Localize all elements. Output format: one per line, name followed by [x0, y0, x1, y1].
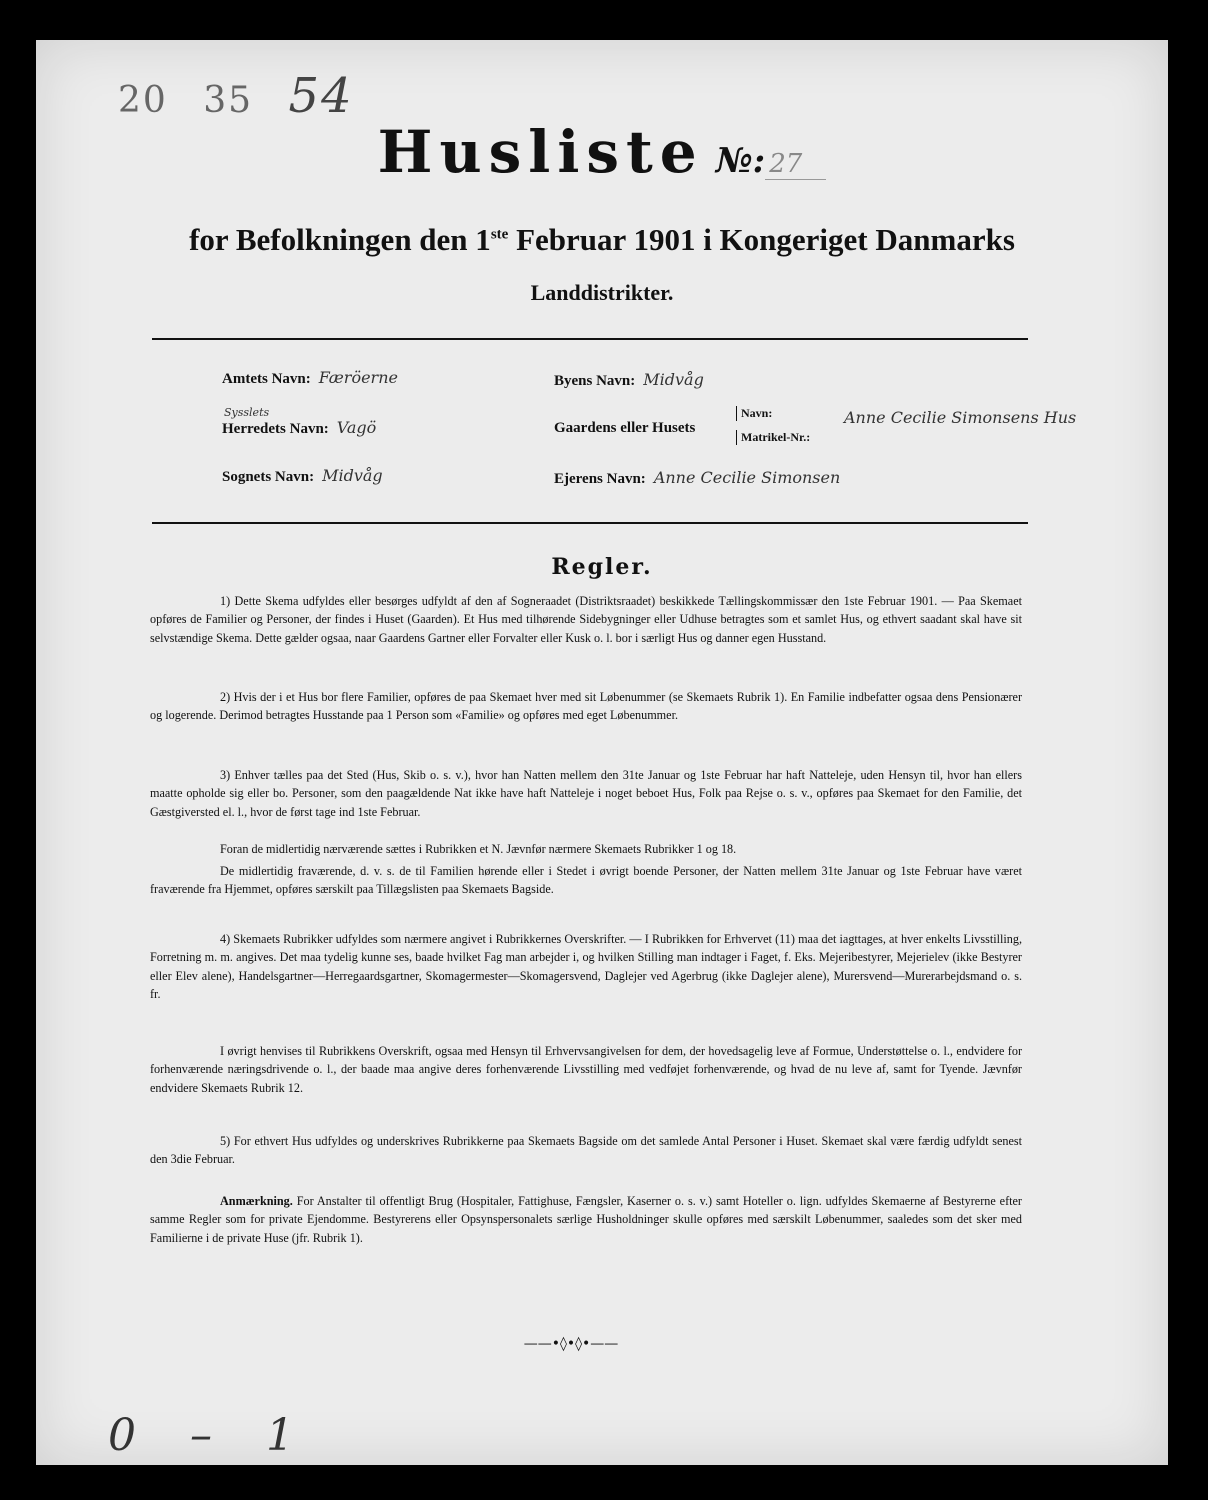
rule-3-n-text: Foran de midlertidig nærværende sættes i Rubrikken et N. Jævnfør nærmere Skemaets Rubrikker 1 og 18.: [220, 842, 737, 856]
middle-divider: [152, 522, 1028, 524]
ornament: ——•◊•◊•——: [523, 1336, 619, 1352]
by-field: [554, 370, 704, 390]
rule-3: [150, 766, 1022, 821]
archive-numbers: [118, 68, 376, 124]
archive-number-1: 20: [118, 80, 168, 121]
gaard-value: Anne Cecilie Simonsens Hus: [844, 408, 1077, 427]
number-value: 27: [765, 149, 826, 180]
by-label: Byens Navn:: [554, 373, 636, 389]
bottom-handwriting: 0 – 1: [108, 1410, 314, 1461]
amt-field: [222, 368, 398, 388]
form-subtitle-district: Landdistrikter.: [530, 280, 674, 305]
rule-3-text: 3) Enhver tælles paa det Sted (Hus, Skib o. s. v.), hvor han Natten mellem den 31te Januar og 1ste Februar har haft Natteleje, uden Hensyn til, hvor han ellers maatte opholde sig eller bo. Personer, som den paagældende Nat ikke have haft Natteleje i noget beboet Hus, Folk paa Rejse o. s. v., opføres paa Skemaet for den Familie, det Gæstgiversted el. l., hvor de først tage ind 1ste Februar.: [150, 768, 1022, 819]
gaard-field: [554, 420, 695, 437]
note-text: For Anstalter til offentligt Brug (Hospitaler, Fattighuse, Fængsler, Kaserner o. s. v.) samt Hoteller o. lign. udfyldes Skemaerne af Bestyrerne efter samme Regler som for private Ejendomme. Bestyrerens eller Opsynspersonalets særlige Husholdninger skulle opføres med særskilt Løbenummer, saaledes som det sker med Familierne i de private Huse (jfr. Rubrik 1).: [150, 1194, 1022, 1245]
herred-label: Herredets Navn:: [222, 421, 329, 437]
rule-4-extra-text: I øvrigt henvises til Rubrikkens Overskrift, ogsaa med Hensyn til Erhvervsangivelsen for dem, der hovedsagelig leve af Formue, Understøttelse o. l., endvidere for forhenværende næringsdrivende o. l., der baade maa angive deres forhenværende Livsstilling med vedføjet forhenværende, og hvad de nu leve af, samt for Tyende. Jævnfør endvidere Skemaets Rubrik 12.: [150, 1044, 1022, 1095]
gaard-navn-label: Navn:: [736, 406, 772, 421]
amt-value: Færöerne: [318, 368, 398, 387]
rules-heading: Regler.: [551, 554, 653, 580]
rule-3-absent: [150, 862, 1022, 899]
sogn-label: Sognets Navn:: [222, 469, 315, 485]
ejer-value: Anne Cecilie Simonsen: [653, 468, 841, 487]
rule-5: [150, 1132, 1022, 1169]
herred-field: [222, 418, 376, 438]
subtitle-part-2: Februar 1901 i Kongeriget Danmarks: [508, 222, 1015, 257]
by-value: Midvåg: [643, 370, 704, 389]
top-divider: [152, 338, 1028, 340]
rule-4-extra: [150, 1042, 1022, 1097]
herred-handnote: Sysslets: [224, 406, 270, 419]
sogn-value: Midvåg: [322, 466, 383, 485]
rule-3-absent-text: De midlertidig fraværende, d. v. s. de til Familien hørende eller i Stedet i øvrigt boende Personer, der Natten mellem 31te Januar og 1ste Februar have været fraværende fra Hjemmet, opføres særskilt paa Tillægslisten paa Skemaets Bagside.: [150, 864, 1022, 897]
rule-1-text: 1) Dette Skema udfyldes eller besørges udfyldt af den af Sogneraadet (Distriktsraadet) beskikkede Tællingskommissær den 1ste Februar 1901. — Paa Skemaet opføres de Familier og Personer, der findes i Huset (Gaarden). Et Hus med tilhørende Sidebygninger eller Udhuse betragtes som et samlet Hus, og ethvert saadant skal have sit selvstændige Skema. Dette gælder ogsaa, naar Gaardens Gartner eller Forvalter eller Kusk o. l. bor i særligt Hus og danner egen Husstand.: [150, 594, 1022, 645]
rule-1: [150, 592, 1022, 647]
ejer-field: [554, 468, 840, 488]
form-title: [36, 118, 1168, 186]
rule-3-n: [150, 840, 1022, 858]
rule-2-text: 2) Hvis der i et Hus bor flere Familier, opføres de paa Skemaet hver med sit Løbenummer (se Skemaets Rubrik 1). En Familie indbefatter ogsaa dens Pensionærer og logerende. Derimod betragtes Husstande paa 1 Person som «Familie» og opføres med eget Løbenummer.: [150, 690, 1022, 723]
note: [150, 1192, 1022, 1247]
rule-2: [150, 688, 1022, 725]
subtitle-sup: ste: [490, 226, 509, 243]
title-text: Husliste: [377, 118, 704, 186]
note-label: Anmærkning.: [220, 1194, 293, 1208]
number-label: №:: [715, 141, 766, 181]
amt-label: Amtets Navn:: [222, 371, 311, 387]
herred-value: Vagö: [336, 418, 377, 437]
rule-4-text: 4) Skemaets Rubrikker udfyldes som nærmere angivet i Rubrikkernes Overskrifter. — I Rubrikken for Erhvervet (11) maa det iagttages, at hver enkelts Livsstilling, Forretning m. m. angives. Det maa tydelig kunne ses, baade hvilket Fag man arbejder i, og hvilken Stilling man indtager i Faget, f. Eks. Mejeribestyrer, Mejerielev (ikke Bestyrer eller Elev alene), Handelsgartner—Herregaardsgartner, Skomagermester—Skomagersvend, Daglejer ved Agerbrug (ikke Daglejer alene), Murersvend—Murerarbejdsmand o. s. fr.: [150, 932, 1022, 1002]
ejer-label: Ejerens Navn:: [554, 471, 646, 487]
sogn-field: [222, 466, 383, 486]
rule-4: [150, 930, 1022, 1004]
census-form-sheet: [36, 40, 1168, 1465]
archive-number-2: 35: [203, 80, 254, 121]
form-subtitle: [36, 222, 1168, 258]
rule-5-text: 5) For ethvert Hus udfyldes og underskrives Rubrikkerne paa Skemaets Bagside om det samlede Antal Personer i Huset. Skemaet skal være færdig udfyldt senest den 3die Februar.: [150, 1134, 1022, 1167]
gaard-value-field: [836, 408, 1076, 428]
subtitle-part-1: for Befolkningen den 1: [189, 222, 491, 257]
archive-number-3: 54: [288, 68, 354, 124]
gaard-matrikel-label: Matrikel-Nr.:: [736, 430, 810, 445]
gaard-label: Gaardens eller Husets: [554, 420, 696, 436]
